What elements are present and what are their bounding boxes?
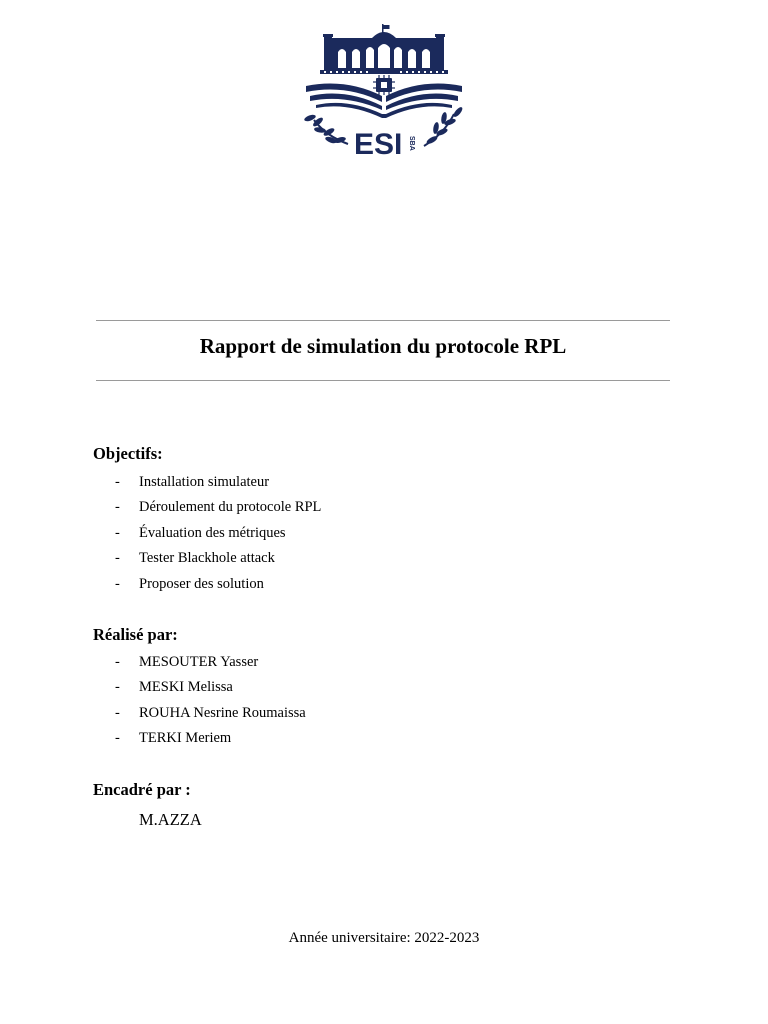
list-dash: - bbox=[115, 654, 120, 670]
authors-heading: Réalisé par: bbox=[93, 625, 178, 644]
list-dash: - bbox=[115, 499, 120, 516]
esi-sba-logo bbox=[296, 24, 472, 160]
objective-text: Évaluation des métriques bbox=[139, 524, 286, 541]
list-dash: - bbox=[115, 474, 120, 490]
objectives-heading: Objectifs: bbox=[93, 444, 163, 463]
list-dash: - bbox=[115, 679, 120, 696]
list-dash: - bbox=[115, 524, 120, 541]
objective-text: Déroulement du protocole RPL bbox=[139, 499, 322, 516]
academic-year: Année universitaire: 2022-2023 bbox=[288, 930, 480, 946]
list-dash: - bbox=[115, 550, 120, 567]
logo-subtext: SBA bbox=[408, 136, 415, 151]
list-dash: - bbox=[115, 704, 120, 721]
objective-text: Tester Blackhole attack bbox=[139, 550, 275, 567]
list-dash: - bbox=[115, 575, 120, 592]
author-name: ROUHA Nesrine Roumaissa bbox=[139, 704, 306, 721]
logo-wordmark: ESI bbox=[354, 128, 403, 160]
document-title: Rapport de simulation du protocole RPL bbox=[199, 334, 567, 358]
author-name: MESKI Melissa bbox=[139, 679, 233, 696]
supervisor-name: M.AZZA bbox=[139, 810, 202, 829]
author-name: TERKI Meriem bbox=[139, 730, 232, 747]
supervisor-heading: Encadré par : bbox=[93, 780, 191, 799]
author-name: MESOUTER Yasser bbox=[139, 654, 259, 670]
objective-text: Proposer des solution bbox=[139, 575, 264, 592]
objective-text: Installation simulateur bbox=[139, 474, 270, 490]
title-bottom-rule bbox=[96, 380, 670, 381]
title-top-rule bbox=[96, 320, 670, 321]
list-dash: - bbox=[115, 730, 120, 747]
